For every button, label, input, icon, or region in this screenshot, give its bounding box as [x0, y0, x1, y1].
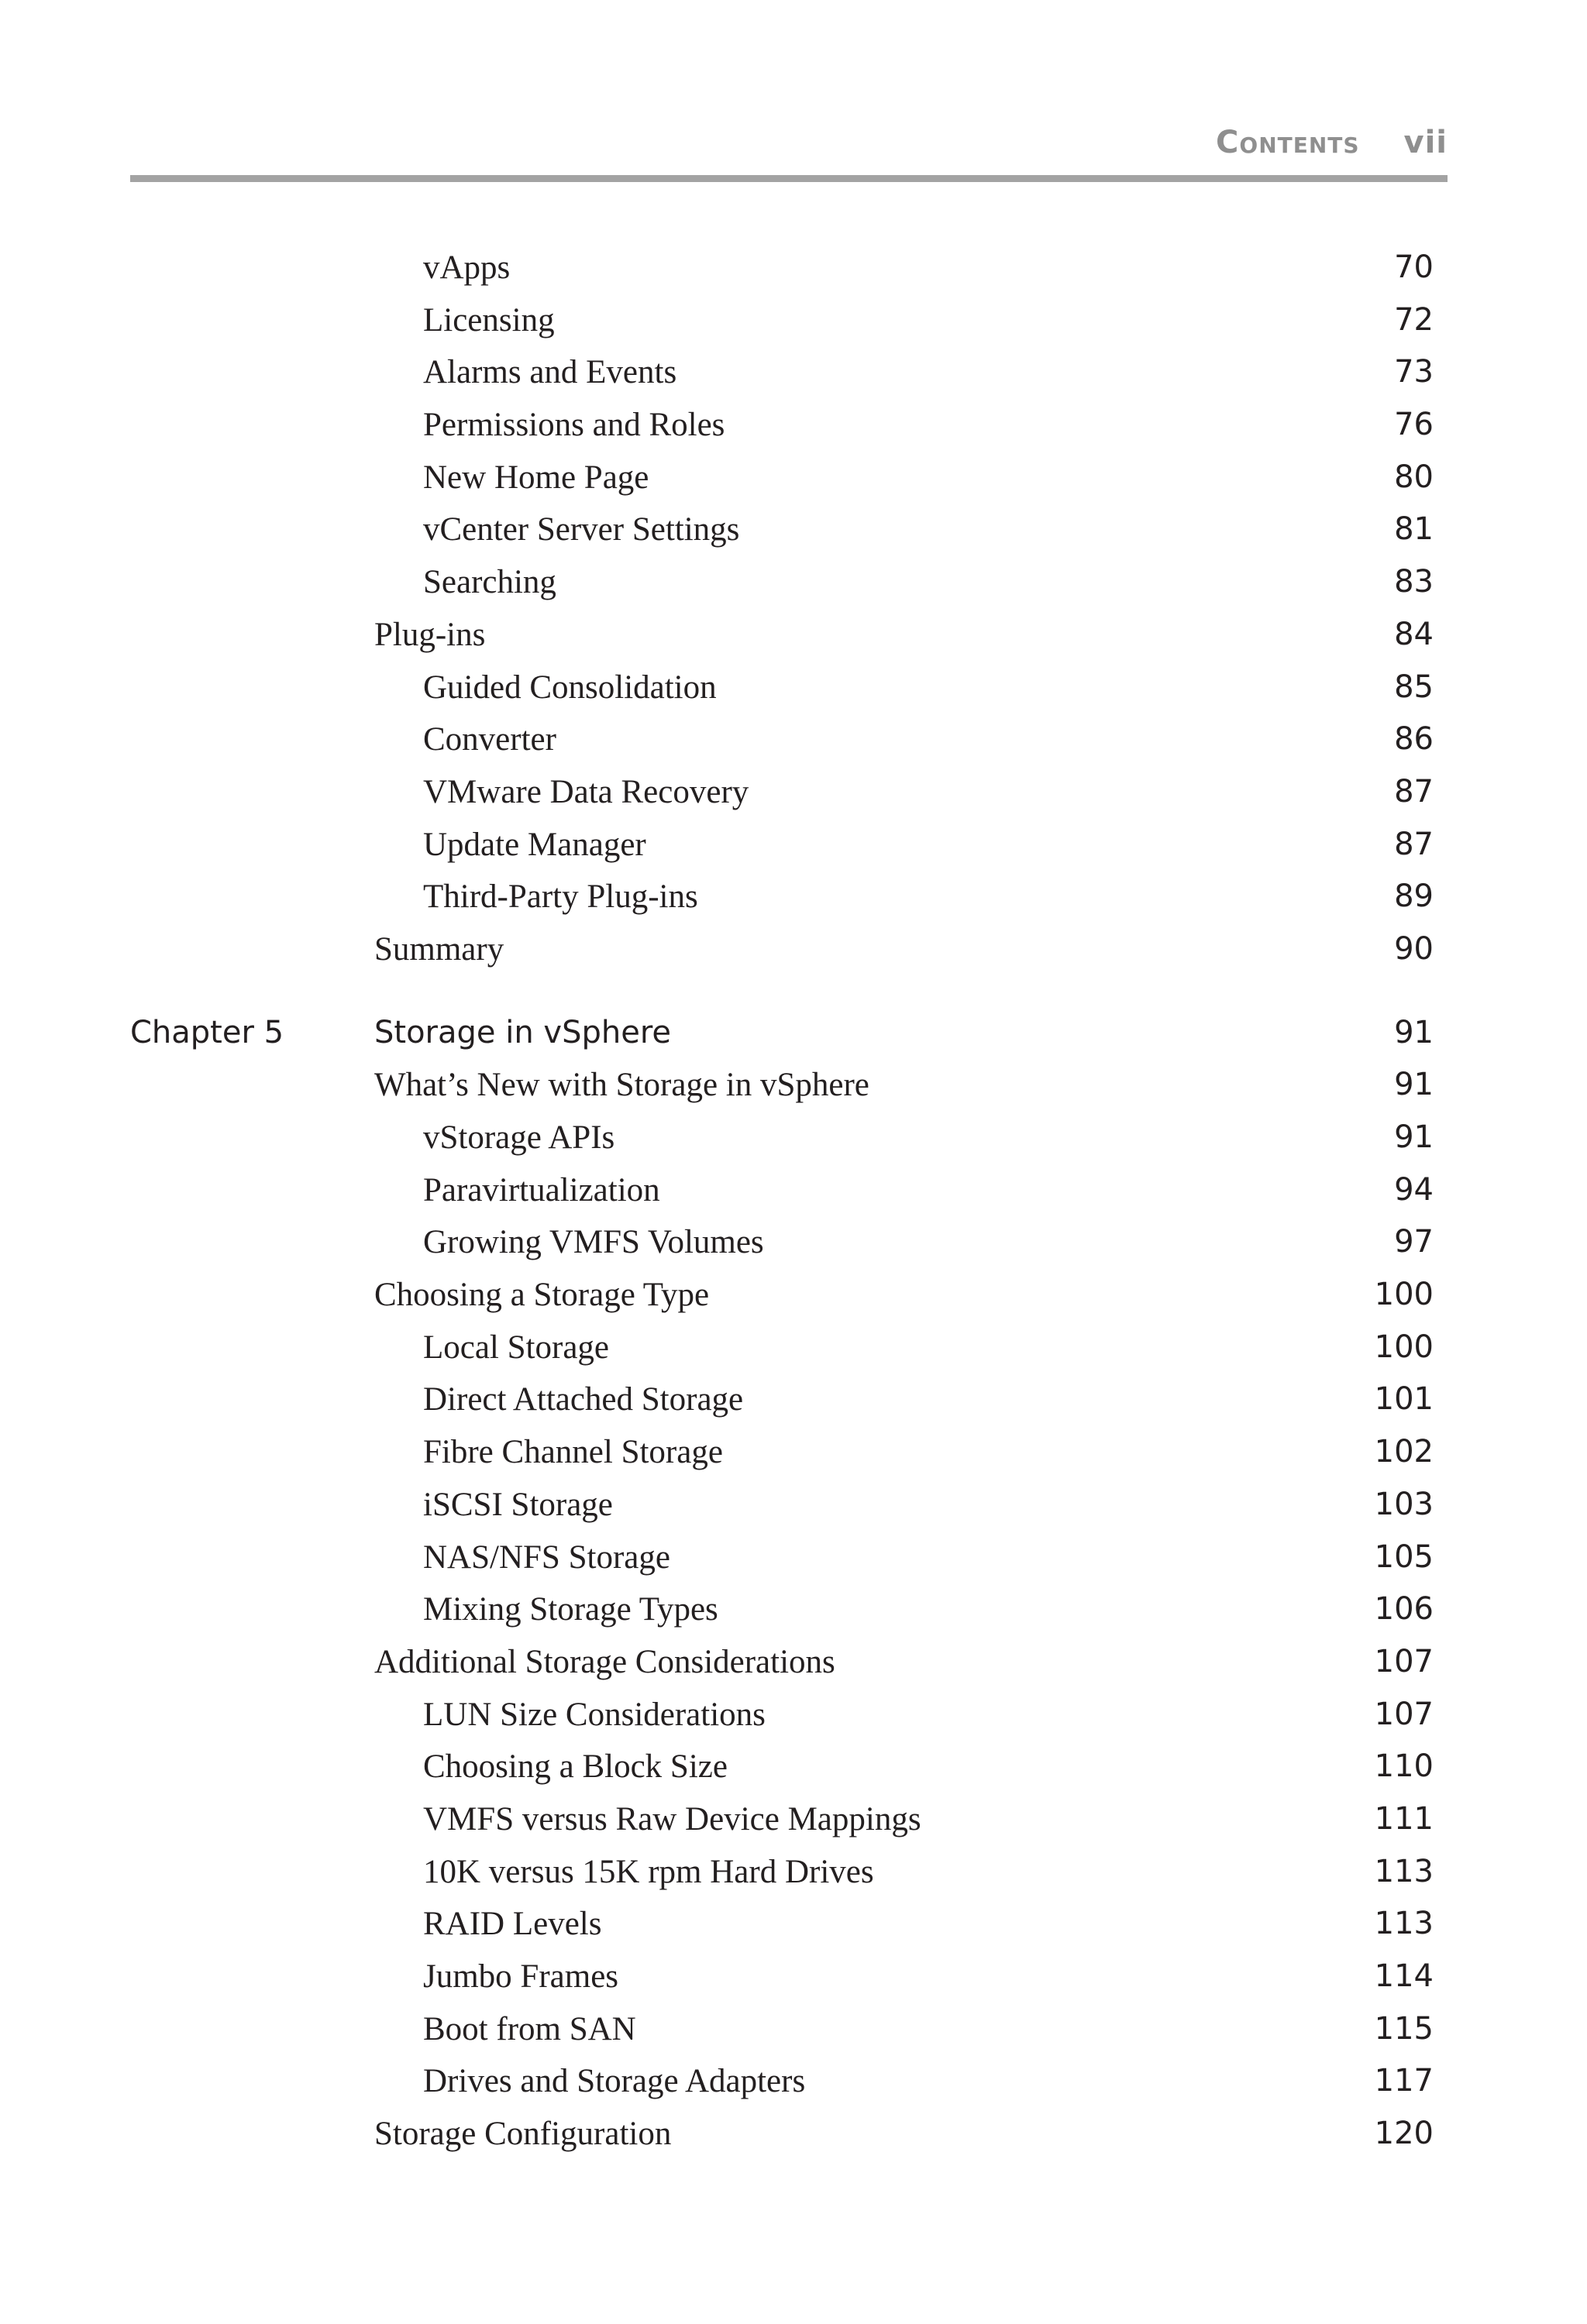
toc-entry [0, 1793, 1587, 1846]
toc-entry [0, 1269, 1587, 1322]
toc-entry [0, 1059, 1587, 1112]
toc-entry-title: LUN Size Considerations [423, 1696, 766, 1733]
toc-entry-title: Choosing a Block Size [423, 1748, 728, 1786]
toc-entry-page: 107 [1374, 1643, 1434, 1679]
toc-entry-title: Paravirtualization [423, 1171, 660, 1208]
toc-entry-title: Boot from SAN [423, 2010, 636, 2047]
toc-entry-title: VMFS versus Raw Device Mappings [423, 1800, 921, 1838]
toc-entry-page: 106 [1374, 1591, 1434, 1628]
toc-entry-page: 105 [1374, 1538, 1434, 1575]
toc-entry-title: Drives and Storage Adapters [423, 2063, 806, 2100]
toc-entry-title: vApps [423, 249, 511, 286]
toc-entry-page: 87 [1394, 773, 1434, 810]
toc-entry [0, 452, 1587, 504]
chapter-label: Chapter 5 [130, 1014, 284, 1050]
toc-entry [0, 1741, 1587, 1793]
toc-entry [0, 766, 1587, 819]
toc-entry [0, 1112, 1587, 1164]
toc-entry [0, 1164, 1587, 1217]
toc-entry-title: RAID Levels [423, 1906, 602, 1943]
toc-entry-page: 103 [1374, 1486, 1434, 1522]
toc-entry-page: 110 [1374, 1748, 1434, 1785]
toc-entry-page: 90 [1394, 930, 1434, 967]
chapter-title: Storage in vSphere [374, 1014, 671, 1050]
toc-entry-title: Direct Attached Storage [423, 1381, 744, 1418]
toc-entry [0, 346, 1587, 399]
toc-entry-title: NAS/NFS Storage [423, 1538, 670, 1576]
toc-entry-title: Licensing [423, 301, 555, 339]
toc-entry [0, 1846, 1587, 1899]
toc-entry [0, 713, 1587, 766]
toc-entry-page: 97 [1394, 1224, 1434, 1260]
toc-entry [0, 504, 1587, 556]
toc-entry-page: 91 [1394, 1067, 1434, 1103]
toc-entry-page: 111 [1374, 1800, 1434, 1837]
chapter-heading-row [0, 1007, 1587, 1060]
toc-entry [0, 1898, 1587, 1951]
toc-entry [0, 1951, 1587, 2003]
page-number: vii [1403, 125, 1448, 160]
toc-entry [0, 1583, 1587, 1636]
toc-entry-title: Guided Consolidation [423, 669, 717, 706]
toc-entry-title: New Home Page [423, 459, 649, 496]
toc-entry [0, 662, 1587, 714]
toc-entry [0, 2003, 1587, 2056]
toc-entry-title: Jumbo Frames [423, 1958, 619, 1995]
toc-entry-title: Permissions and Roles [423, 407, 725, 444]
toc-entry-title: VMware Data Recovery [423, 773, 749, 810]
toc-entry [0, 1636, 1587, 1689]
toc-entry-title: Local Storage [423, 1329, 609, 1366]
toc-entry [0, 1479, 1587, 1532]
toc-entry-title: vCenter Server Settings [423, 511, 740, 548]
toc-entry [0, 1216, 1587, 1269]
toc-entry-page: 100 [1374, 1329, 1434, 1365]
toc-entry-title: Choosing a Storage Type [374, 1277, 710, 1314]
toc-entry [0, 819, 1587, 871]
toc-entry-title: Summary [374, 930, 504, 968]
toc-entry-page: 120 [1374, 2116, 1434, 2152]
toc-entry-title: Fibre Channel Storage [423, 1434, 723, 1471]
toc-entry-page: 89 [1394, 878, 1434, 915]
toc-entry-page: 85 [1394, 669, 1434, 705]
toc-entry [0, 1532, 1587, 1584]
toc-entry-page: 114 [1374, 1958, 1434, 1994]
toc-entry-title: Storage Configuration [374, 2116, 672, 2153]
running-head-label: Contents [1216, 125, 1360, 160]
toc-entry [0, 923, 1587, 976]
toc-entry-title: Alarms and Events [423, 354, 677, 391]
toc-entry-title: 10K versus 15K rpm Hard Drives [423, 1853, 874, 1890]
toc-entry-page: 84 [1394, 616, 1434, 652]
toc-entry [0, 556, 1587, 609]
toc-entry-page: 73 [1394, 354, 1434, 390]
toc-entry-page: 101 [1374, 1381, 1434, 1418]
toc-entry-page: 117 [1374, 2063, 1434, 2099]
toc-entry-title: Growing VMFS Volumes [423, 1224, 764, 1261]
toc-entry-page: 115 [1374, 2010, 1434, 2047]
toc-entry-page: 83 [1394, 564, 1434, 600]
toc-entry-page: 100 [1374, 1277, 1434, 1313]
toc-entry-page: 113 [1374, 1853, 1434, 1889]
toc-entry-page: 113 [1374, 1906, 1434, 1942]
toc-entry [0, 242, 1587, 294]
toc-entry [0, 2108, 1587, 2161]
toc-entry-title: Searching [423, 564, 556, 601]
toc-entry-page: 80 [1394, 459, 1434, 495]
toc-entry-page: 70 [1394, 249, 1434, 285]
header-rule [130, 175, 1448, 182]
toc-entry-title: Plug-ins [374, 616, 486, 653]
toc-entry-title: Update Manager [423, 826, 646, 863]
toc-entry-title: Third-Party Plug-ins [423, 878, 698, 916]
toc-entry-title: iSCSI Storage [423, 1486, 613, 1523]
toc-entry [0, 1322, 1587, 1374]
toc-entry [0, 871, 1587, 923]
toc-entry [0, 609, 1587, 662]
running-head [1216, 124, 1448, 161]
toc-entry-page: 102 [1374, 1434, 1434, 1470]
toc-entry [0, 294, 1587, 347]
toc-entry-page: 94 [1394, 1171, 1434, 1208]
toc-entry [0, 399, 1587, 452]
table-of-contents [0, 242, 1587, 2161]
toc-entry-title: Additional Storage Considerations [374, 1643, 835, 1680]
toc-section-before-chapter [0, 242, 1587, 976]
toc-entry-page: 72 [1394, 301, 1434, 338]
toc-entry-page: 87 [1394, 826, 1434, 862]
toc-entry-title: vStorage APIs [423, 1119, 615, 1156]
toc-entry-page: 107 [1374, 1696, 1434, 1732]
toc-entry [0, 1426, 1587, 1479]
toc-entry-page: 76 [1394, 407, 1434, 443]
toc-entry-title: What’s New with Storage in vSphere [374, 1067, 869, 1104]
toc-entry [0, 2055, 1587, 2108]
chapter-page-number: 91 [1394, 1014, 1434, 1050]
toc-entry-title: Mixing Storage Types [423, 1591, 718, 1628]
toc-entry [0, 1373, 1587, 1426]
toc-entry-title: Converter [423, 721, 556, 758]
toc-entry-page: 86 [1394, 721, 1434, 758]
toc-section-after-chapter [0, 1059, 1587, 2160]
toc-entry [0, 1689, 1587, 1741]
toc-entry-page: 81 [1394, 511, 1434, 548]
toc-entry-page: 91 [1394, 1119, 1434, 1155]
